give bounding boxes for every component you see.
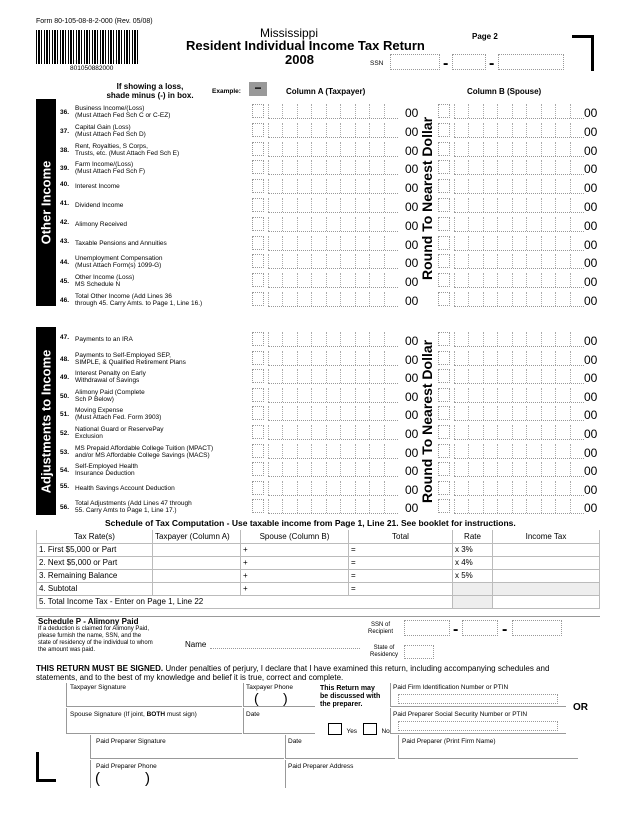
line-number: 52.	[60, 430, 70, 437]
line-label: Self-Employed Health Insurance Deduction	[75, 463, 138, 478]
hdr-income-tax: Income Tax	[493, 530, 600, 543]
schedule-p-note: If a deduction is claimed for Alimony Paid, please furnish the name, SSN, and the state of residency of the individual to whom the amount was paid.	[38, 626, 153, 653]
schedule-row-label: 2. Next $5,000 or Part	[37, 556, 153, 569]
amount-b[interactable]	[454, 499, 584, 514]
cents-a: 00	[405, 371, 419, 386]
amount-b[interactable]	[454, 179, 584, 194]
cents-a: 00	[405, 294, 419, 308]
minus-box-a[interactable]	[252, 123, 264, 137]
minus-box-a[interactable]	[252, 142, 264, 156]
recipient-state-field[interactable]	[404, 645, 434, 659]
equals-sign: =	[351, 545, 356, 554]
line-number: 49.	[60, 374, 70, 382]
minus-box-b[interactable]	[438, 273, 450, 287]
tax-computation-table	[36, 530, 600, 609]
barcode-number: 801050882000	[70, 65, 114, 72]
amount-b[interactable]	[454, 160, 584, 175]
ssn-part1[interactable]	[390, 54, 440, 70]
form-title: Resident Individual Income Tax Return	[186, 38, 425, 53]
minus-box-a[interactable]	[252, 351, 264, 365]
minus-box-a[interactable]	[252, 292, 264, 306]
cents-b: 00	[584, 464, 598, 479]
hdr-total: Total	[349, 530, 453, 543]
income-tax-amount[interactable]	[493, 569, 600, 582]
amount-b[interactable]	[454, 273, 584, 288]
cents-a: 00	[405, 200, 419, 214]
hdr-rates: Tax Rate(s)	[37, 530, 153, 543]
cents-a: 00	[405, 352, 419, 367]
cents-a: 00	[405, 275, 419, 290]
total-amount[interactable]	[349, 569, 453, 582]
amount-b[interactable]	[454, 444, 584, 459]
discuss-note: This Return may be discussed with the preparer.	[320, 685, 381, 708]
minus-box-a[interactable]	[252, 425, 264, 439]
ssn-part2[interactable]	[452, 54, 486, 70]
schedule-p-name-label: Name	[185, 640, 207, 649]
cents-a: 00	[405, 464, 419, 479]
cents-b: 00	[584, 294, 598, 308]
amount-a[interactable]	[268, 198, 398, 213]
plus-sign: +	[243, 584, 248, 593]
cents-b: 00	[584, 334, 598, 348]
amount-a[interactable]	[268, 142, 398, 157]
amount-a[interactable]	[268, 160, 398, 175]
line-number: 37.	[60, 127, 70, 135]
minus-box-a[interactable]	[252, 273, 264, 287]
amount-a[interactable]	[268, 462, 398, 477]
equals-sign: =	[351, 571, 356, 580]
minus-box-a[interactable]	[252, 160, 264, 174]
preparer-date-label: Date	[288, 738, 302, 745]
line-label: Farm Income/(Loss) (Must Attach Fed Sch F)	[75, 161, 146, 176]
spouse-signature-label: Spouse Signature (If joint, BOTH must sign)	[70, 711, 197, 718]
cents-a: 00	[405, 218, 419, 233]
amount-b[interactable]	[454, 481, 584, 496]
phone-paren-open: (	[254, 690, 259, 706]
amount-b[interactable]	[454, 123, 584, 138]
line-number: 46.	[60, 297, 70, 304]
corner-mark-bottom	[36, 752, 56, 782]
minus-box-b[interactable]	[438, 254, 450, 268]
minus-box-a[interactable]	[252, 217, 264, 231]
cents-b: 00	[584, 181, 598, 196]
line-number: 36.	[60, 109, 70, 116]
amount-a[interactable]	[268, 179, 398, 194]
taxpayer-amount[interactable]	[153, 569, 241, 582]
amount-b[interactable]	[454, 217, 584, 232]
minus-box-a[interactable]	[252, 104, 264, 118]
line5-amount[interactable]	[493, 595, 600, 608]
minus-box-b[interactable]	[438, 406, 450, 420]
spouse-amount[interactable]	[241, 556, 349, 569]
minus-box-b[interactable]	[438, 198, 450, 212]
or-label: OR	[573, 702, 588, 713]
cents-b: 00	[584, 275, 598, 290]
cents-a: 00	[405, 334, 419, 348]
minus-box-a[interactable]	[252, 369, 264, 383]
cents-a: 00	[405, 389, 419, 404]
cents-a: 00	[405, 143, 419, 158]
equals-sign: =	[351, 584, 356, 593]
schedule-header-row	[37, 530, 600, 543]
cents-b: 00	[584, 408, 598, 423]
minus-box-b[interactable]	[438, 499, 450, 513]
taxpayer-amount[interactable]	[153, 582, 241, 595]
amount-b[interactable]	[454, 142, 584, 157]
taxpayer-amount[interactable]	[153, 556, 241, 569]
cents-a: 00	[405, 427, 419, 441]
line-label: Interest Penalty on Early Withdrawal of Savings	[75, 370, 146, 385]
cents-b: 00	[584, 445, 598, 460]
declaration: THIS RETURN MUST BE SIGNED. Under penalties of perjury, I declare that I have examined this return, including accompanying schedules and statements, and to the best of my knowledge and belief it is true, correct and complete.	[36, 664, 550, 682]
spouse-amount[interactable]	[241, 569, 349, 582]
line-number: 40.	[60, 181, 70, 189]
cents-a: 00	[405, 256, 419, 271]
barcode	[36, 30, 138, 68]
line-number: 47.	[60, 334, 70, 341]
income-tax-amount[interactable]	[493, 582, 600, 595]
firm-id-label: Paid Firm Identification Number or PTIN	[393, 684, 509, 691]
prep-paren-open: (	[95, 770, 100, 787]
recipient-name-field[interactable]	[210, 648, 360, 649]
minus-box-b[interactable]	[438, 425, 450, 439]
line-label: Dividend Income	[75, 202, 124, 209]
taxpayer-signature-label: Taxpayer Signature	[70, 684, 127, 691]
amount-a[interactable]	[268, 499, 398, 514]
state-name: Mississippi	[260, 26, 319, 40]
spouse-date-label: Date	[246, 711, 260, 718]
minus-box-a[interactable]	[252, 406, 264, 420]
schedule-row-label: 4. Subtotal	[37, 582, 153, 595]
minus-box-b[interactable]	[438, 292, 450, 306]
line-label: Interest Income	[75, 183, 120, 191]
discuss-yes[interactable]: Yes	[328, 720, 357, 738]
cents-b: 00	[584, 256, 598, 271]
recipient-ssn-1[interactable]	[404, 620, 450, 636]
adjustments-band: Adjustments to Income	[36, 327, 56, 515]
amount-b[interactable]	[454, 292, 584, 307]
line5-label: 5. Total Income Tax - Enter on Page 1, Line 22	[37, 595, 453, 608]
taxpayer-amount[interactable]	[153, 543, 241, 556]
line-number: 44.	[60, 259, 70, 267]
amount-a[interactable]	[268, 425, 398, 440]
amount-b[interactable]	[454, 104, 584, 119]
minus-box-b[interactable]	[438, 369, 450, 383]
cents-b: 00	[584, 352, 598, 367]
line-label: Capital Gain (Loss) (Must Attach Fed Sch D)	[75, 123, 146, 138]
amount-a[interactable]	[268, 254, 398, 269]
tax-year: 2008	[285, 52, 314, 67]
loss-note: If showing a loss,	[116, 82, 184, 91]
minus-box-a[interactable]	[252, 462, 264, 476]
cents-b: 00	[584, 106, 598, 120]
rate	[453, 582, 493, 595]
rate: x 5%	[453, 569, 493, 582]
line-label: Payments to an IRA	[75, 336, 133, 343]
line-label: Health Savings Account Deduction	[75, 484, 175, 492]
cents-a: 00	[405, 124, 419, 139]
minus-box-a[interactable]	[252, 332, 264, 346]
line-number: 50.	[60, 392, 70, 400]
schedule-row	[37, 543, 600, 556]
line-number: 53.	[60, 448, 70, 456]
preparer-address-label: Paid Preparer Address	[288, 763, 354, 770]
amount-a[interactable]	[268, 217, 398, 232]
line-number: 55.	[60, 482, 70, 490]
cents-a: 00	[405, 482, 419, 497]
minus-box-b[interactable]	[438, 351, 450, 365]
line-label: Other Income (Loss) MS Schedule N	[75, 274, 135, 289]
amount-b[interactable]	[454, 351, 584, 366]
minus-box-b[interactable]	[438, 179, 450, 193]
amount-b[interactable]	[454, 254, 584, 269]
amount-a[interactable]	[268, 406, 398, 421]
line-label: Business Income/(Loss) (Must Attach Fed Sch C or C-EZ)	[75, 105, 171, 119]
income-tax-amount[interactable]	[493, 543, 600, 556]
minus-box-b[interactable]	[438, 388, 450, 402]
schedule-row	[37, 582, 600, 595]
firm-id-boxes[interactable]	[398, 694, 558, 704]
hdr-rate: Rate	[453, 530, 493, 543]
ssn-part3[interactable]	[498, 54, 564, 70]
recipient-ssn-2[interactable]	[462, 620, 498, 636]
cents-a: 00	[405, 181, 419, 196]
line-label: Rent, Royalties, S Corps, Trusts, etc. (Must Attach Fed Sch E)	[75, 142, 180, 157]
form-id: Form 80-105-08-8-2-000 (Rev. 05/08)	[36, 18, 153, 25]
amount-a[interactable]	[268, 369, 398, 384]
amount-a[interactable]	[268, 351, 398, 366]
preparer-firm-label: Paid Preparer (Print Firm Name)	[402, 738, 496, 745]
hdr-taxpayer: Taxpayer (Column A)	[153, 530, 241, 543]
cents-b: 00	[584, 501, 598, 516]
line-number: 48.	[60, 355, 70, 363]
line-label: Alimony Received	[75, 220, 128, 228]
total-amount[interactable]	[349, 582, 453, 595]
cents-b: 00	[584, 427, 598, 441]
cents-a: 00	[405, 162, 419, 177]
line-label: MS Prepaid Affordable College Tuition (MPACT) and/or MS Affordable College Savings (MACS)	[75, 444, 214, 459]
recipient-state-label: State of Residency	[370, 645, 399, 658]
minus-box-a[interactable]	[252, 198, 264, 212]
line-number: 45.	[60, 278, 70, 286]
amount-a[interactable]	[268, 444, 398, 459]
spouse-amount[interactable]	[241, 543, 349, 556]
page-number: Page 2	[472, 32, 498, 41]
minus-box-a[interactable]	[252, 254, 264, 268]
hdr-spouse: Spouse (Column B)	[241, 530, 349, 543]
cents-a: 00	[405, 106, 419, 120]
preparer-phone-label: Paid Preparer Phone	[96, 763, 157, 770]
cents-a: 00	[405, 237, 419, 252]
minus-box-a[interactable]	[252, 444, 264, 458]
preparer-signature-label: Paid Preparer Signature	[96, 738, 166, 745]
plus-sign: +	[243, 558, 248, 567]
equals-sign: =	[351, 558, 356, 567]
amount-b[interactable]	[454, 425, 584, 440]
amount-a[interactable]	[268, 388, 398, 403]
other-income-band: Other Income	[36, 99, 56, 306]
schedule-row-label: 3. Remaining Balance	[37, 569, 153, 582]
minus-box-b[interactable]	[438, 160, 450, 174]
taxpayer-phone-label: Taxpayer Phone	[246, 684, 293, 691]
amount-b[interactable]	[454, 369, 584, 384]
column-b-header: Column B (Spouse)	[467, 87, 542, 96]
schedule-row-label: 1. First $5,000 or Part	[37, 543, 153, 556]
cents-b: 00	[584, 218, 598, 233]
minus-box-b[interactable]	[438, 462, 450, 476]
round-label-1: Round To Nearest Dollar	[419, 116, 435, 280]
minus-box-b[interactable]	[438, 142, 450, 156]
round-label-2: Round To Nearest Dollar	[419, 339, 435, 503]
example-label: Example:	[212, 88, 241, 95]
amount-b[interactable]	[454, 462, 584, 477]
cents-b: 00	[584, 371, 598, 386]
recipient-ssn-3[interactable]	[512, 620, 562, 636]
example-minus-box: −	[249, 82, 267, 96]
total-amount[interactable]	[349, 556, 453, 569]
line-number: 43.	[60, 237, 70, 245]
line-label: Total Other Income (Add Lines 36 through 45. Carry Amts. to Page 1, Line 16.)	[75, 293, 203, 307]
amount-b[interactable]	[454, 406, 584, 421]
income-tax-amount[interactable]	[493, 556, 600, 569]
amount-b[interactable]	[454, 198, 584, 213]
line-label: Payments to Self-Employed SEP, SIMPLE, & Qualified Retirement Plans	[75, 351, 186, 366]
cents-a: 00	[405, 501, 419, 516]
schedule-p-title: Schedule P - Alimony Paid	[38, 617, 139, 626]
minus-box-a[interactable]	[252, 388, 264, 402]
line-label: Moving Expense (Must Attach Fed. Form 3903)	[75, 407, 162, 422]
minus-box-b[interactable]	[438, 332, 450, 346]
amount-a[interactable]	[268, 481, 398, 496]
amount-a[interactable]	[268, 273, 398, 288]
rate: x 3%	[453, 543, 493, 556]
cents-b: 00	[584, 389, 598, 404]
schedule-line-5	[37, 595, 600, 608]
amount-a[interactable]	[268, 236, 398, 251]
minus-box-a[interactable]	[252, 236, 264, 250]
cents-b: 00	[584, 162, 598, 177]
amount-a[interactable]	[268, 332, 398, 347]
ssn-label: SSN	[370, 60, 384, 67]
cents-b: 00	[584, 143, 598, 158]
line-label: Alimony Paid (Complete Sch P Below)	[75, 388, 145, 403]
line-number: 56.	[60, 504, 70, 512]
preparer-ssn-label: Paid Preparer Social Security Number or PTIN	[393, 711, 528, 718]
cents-b: 00	[584, 124, 598, 139]
line-number: 51.	[60, 411, 70, 419]
discuss-no[interactable]: No	[363, 720, 390, 738]
schedule-title: Schedule of Tax Computation - Use taxable income from Page 1, Line 21. See booklet for instructions.	[105, 518, 516, 528]
line-label: Taxable Pensions and Annuities	[75, 239, 167, 247]
minus-box-b[interactable]	[438, 481, 450, 495]
spouse-amount[interactable]	[241, 582, 349, 595]
cents-a: 00	[405, 445, 419, 460]
schedule-row	[37, 569, 600, 582]
cents-b: 00	[584, 482, 598, 497]
amount-a[interactable]	[268, 104, 398, 119]
minus-box-a[interactable]	[252, 499, 264, 513]
line-number: 38.	[60, 146, 70, 154]
corner-mark	[572, 35, 594, 71]
schedule-row	[37, 556, 600, 569]
line-label: National Guard or ReservePay Exclusion	[75, 426, 164, 440]
line-label: Total Adjustments (Add Lines 47 through 55. Carry Amts to Page 1, Line 17.)	[75, 500, 192, 515]
total-amount[interactable]	[349, 543, 453, 556]
cents-b: 00	[584, 200, 598, 214]
minus-box-a[interactable]	[252, 179, 264, 193]
loss-note-2: shade minus (-) in box.	[106, 91, 194, 100]
prep-paren-close: )	[145, 770, 150, 787]
phone-paren-close: )	[283, 690, 288, 706]
amount-b[interactable]	[454, 236, 584, 251]
minus-box-b[interactable]	[438, 444, 450, 458]
amount-a[interactable]	[268, 123, 398, 138]
cents-b: 00	[584, 237, 598, 252]
cents-a: 00	[405, 408, 419, 423]
line-number: 39.	[60, 165, 70, 173]
plus-sign: +	[243, 545, 248, 554]
minus-box-b[interactable]	[438, 123, 450, 137]
plus-sign: +	[243, 571, 248, 580]
recipient-ssn-label: SSN of Recipient	[368, 622, 394, 635]
line-number: 41.	[60, 200, 70, 207]
rate: x 4%	[453, 556, 493, 569]
minus-box-a[interactable]	[252, 481, 264, 495]
line-label: Unemployment Compensation (Must Attach Form(s) 1099-G)	[75, 255, 163, 270]
amount-b[interactable]	[454, 332, 584, 347]
amount-a[interactable]	[268, 292, 398, 307]
amount-b[interactable]	[454, 388, 584, 403]
column-a-header: Column A (Taxpayer)	[286, 87, 366, 96]
line-number: 54.	[60, 467, 70, 475]
minus-box-b[interactable]	[438, 236, 450, 250]
line-number: 42.	[60, 218, 70, 226]
minus-box-b[interactable]	[438, 217, 450, 231]
minus-box-b[interactable]	[438, 104, 450, 118]
preparer-ssn-boxes[interactable]	[398, 721, 558, 731]
